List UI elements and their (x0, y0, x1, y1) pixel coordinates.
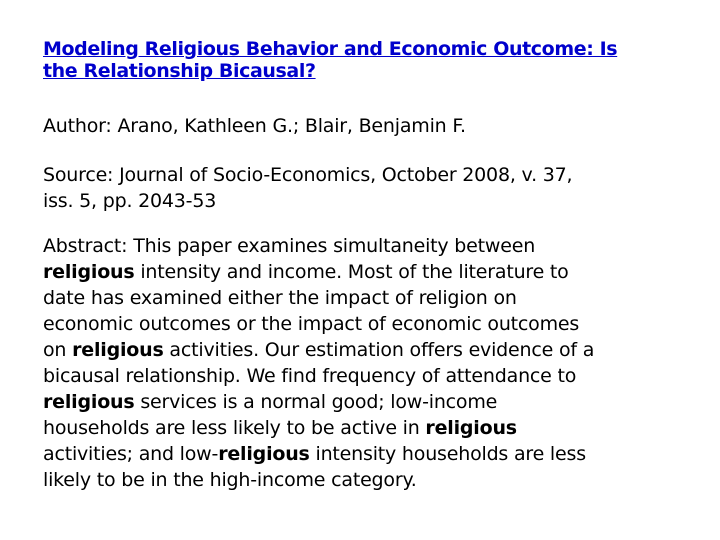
abstract-segment: intensity households are less (309, 443, 586, 465)
abstract-segment: activities; and low- (43, 443, 219, 465)
abstract-segment: Abstract: This paper examines simultaneity between (43, 235, 536, 257)
abstract-text (43, 233, 683, 493)
source-line-1: Source: Journal of Socio-Economics, October 2008, v. 37, (43, 164, 573, 186)
abstract-segment: date has examined either the impact of religion on (43, 287, 517, 309)
highlighted-keyword: religious (43, 391, 135, 413)
abstract-segment: activities. Our estimation offers evidence of a (163, 339, 595, 361)
abstract-segment: households are less likely to be active in (43, 417, 426, 439)
highlighted-keyword: religious (72, 339, 164, 361)
abstract-segment: intensity and income. Most of the literature to (134, 261, 569, 283)
source-line-2: iss. 5, pp. 2043-53 (43, 190, 217, 212)
source-citation (43, 162, 683, 214)
highlighted-keyword: religious (218, 443, 310, 465)
title-line-1: Modeling Religious Behavior and Economic Outcome: Is (43, 38, 618, 60)
abstract-segment: economic outcomes or the impact of economic outcomes (43, 313, 580, 335)
abstract-segment: services is a normal good; low-income (134, 391, 498, 413)
abstract-segment: on (43, 339, 73, 361)
abstract-segment: likely to be in the high-income category. (43, 469, 417, 491)
abstract-segment: bicausal relationship. We find frequency of attendance to (43, 365, 577, 387)
highlighted-keyword: religious (43, 261, 135, 283)
highlighted-keyword: religious (425, 417, 517, 439)
title-line-2: the Relationship Bicausal? (43, 60, 316, 82)
author-line: Author: Arano, Kathleen G.; Blair, Benjamin F. (43, 115, 466, 137)
slide-content (43, 38, 683, 493)
article-title-link[interactable] (43, 38, 683, 82)
